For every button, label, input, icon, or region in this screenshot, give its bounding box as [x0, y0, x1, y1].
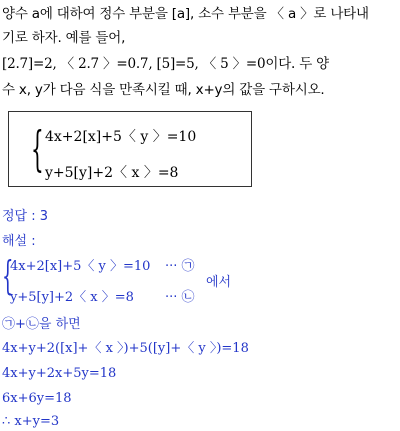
- solution-brace: {: [2, 253, 14, 300]
- solution-step-3: 6x+6y=18: [2, 391, 72, 406]
- system-brace: {: [31, 119, 44, 177]
- solution-step-4: ∴ x+y=3: [2, 414, 60, 429]
- solution-equation-2-mark: ··· ㉡: [165, 290, 195, 305]
- solution-step-2: 4x+y+2x+5y=18: [2, 366, 117, 381]
- problem-line-4: 수 x, y가 다음 식을 만족시킬 때, x+y의 값을 구하시오.: [2, 82, 325, 98]
- problem-line-1: 양수 a에 대하여 정수 부분을 [a], 소수 부분을 〈 a 〉로 나타내: [2, 6, 369, 22]
- solution-equation-1: 4x+2[x]+5〈 y 〉=10: [10, 259, 151, 274]
- problem-line-3: [2.7]=2, 〈 2.7 〉=0.7, [5]=5, 〈 5 〉=0이다. 두 양: [2, 56, 330, 72]
- solution-step-0: ㉠+㉡을 하면: [2, 317, 81, 332]
- problem-line-2: 기로 하자. 예를 들어,: [2, 30, 126, 46]
- system-equation-2: y+5[y]+2〈 x 〉=8: [45, 165, 179, 181]
- solution-equation-1-mark: ··· ㉠: [165, 259, 195, 274]
- solution-equation-2: y+5[y]+2〈 x 〉=8: [10, 290, 134, 305]
- solution-equation-suffix: 에서: [206, 275, 232, 290]
- answer-label: 정답 : 3: [2, 209, 49, 224]
- system-equation-1: 4x+2[x]+5〈 y 〉=10: [45, 129, 197, 145]
- solution-step-1: 4x+y+2([x]+〈 x 〉)+5([y]+〈 y 〉)=18: [2, 341, 249, 356]
- equation-box: [8, 111, 252, 187]
- solution-label: 해설 :: [2, 234, 36, 249]
